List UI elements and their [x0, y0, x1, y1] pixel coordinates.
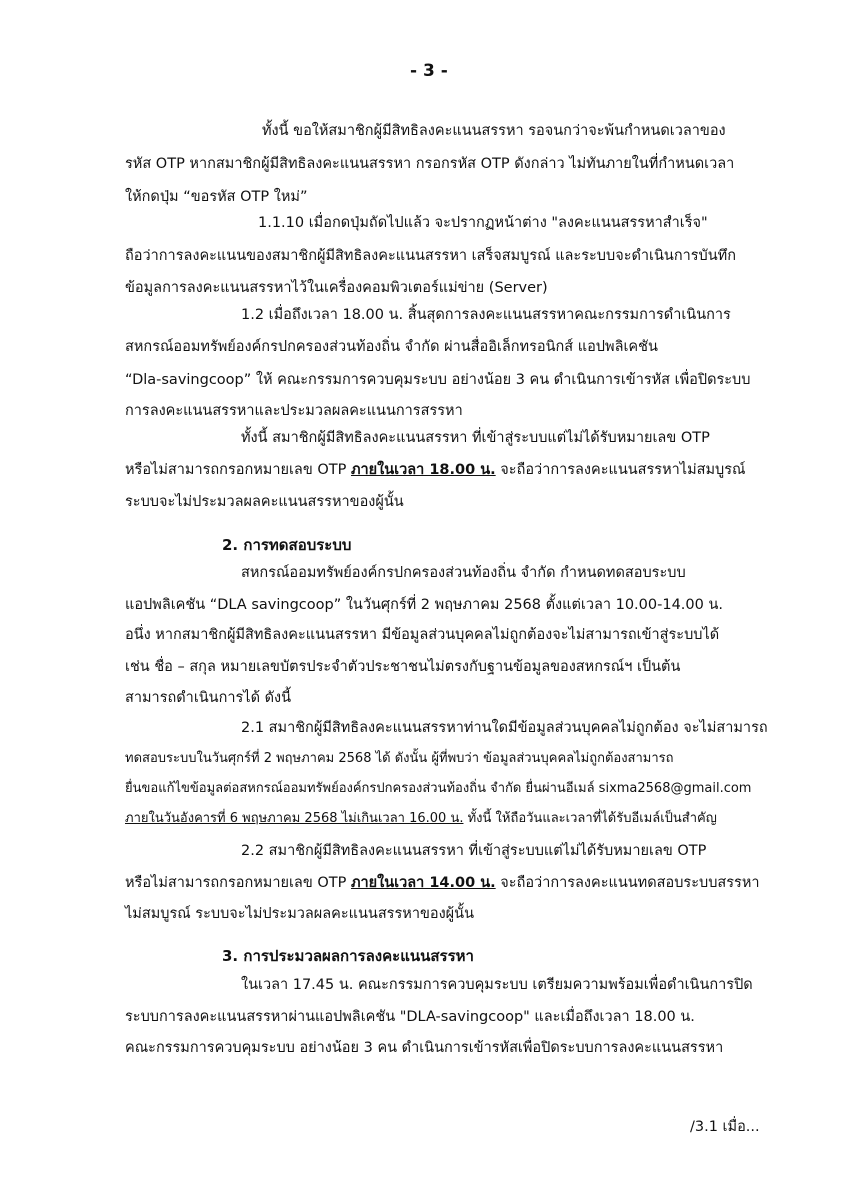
paragraph-line: ยื่นขอแก้ไขข้อมูลต่อสหกรณ์ออมทรัพย์องค์กรปกครองส่วนท้องถิ่น จำกัด ยื่นผ่านอีเมล์ sixma2568@gmail.com [125, 781, 752, 796]
emphasized-deadline: ภายในเวลา 18.00 น. [350, 462, 496, 478]
paragraph-line: ข้อมูลการลงคะแนนสรรหาไว้ในเครื่องคอมพิวเตอร์แม่ข่าย (Server) [125, 280, 548, 296]
paragraph-line: 2.2 สมาชิกผู้มีสิทธิลงคะแนนสรรหา ที่เข้าสู่ระบบแต่ไม่ได้รับหมายเลข OTP [241, 843, 707, 859]
paragraph-line: การลงคะแนนสรรหาและประมวลผลคะแนนการสรรหา [125, 403, 463, 419]
paragraph-line: “Dla-savingcoop” ให้ คณะกรรมการควบคุมระบบ อย่างน้อย 3 คน ดำเนินการเข้ารหัส เพื่อปิดระบบ [125, 372, 751, 388]
paragraph-line: 1.2 เมื่อถึงเวลา 18.00 น. สิ้นสุดการลงคะแนนสรรหาคณะกรรมการดำเนินการ [241, 307, 731, 323]
paragraph-line: สหกรณ์ออมทรัพย์องค์กรปกครองส่วนท้องถิ่น จำกัด ผ่านสื่ออิเล็กทรอนิกส์ แอปพลิเคชัน [125, 339, 658, 355]
paragraph-line: ทั้งนี้ สมาชิกผู้มีสิทธิลงคะแนนสรรหา ที่เข้าสู่ระบบแต่ไม่ได้รับหมายเลข OTP [241, 430, 710, 446]
paragraph-line [125, 872, 760, 894]
paragraph-line [125, 459, 746, 481]
paragraph-line: รหัส OTP หากสมาชิกผู้มีสิทธิลงคะแนนสรรหา กรอกรหัส OTP ดังกล่าว ไม่ทันภายในที่กำหนดเวลา [125, 156, 735, 172]
continuation-marker: /3.1 เมื่อ... [690, 1119, 760, 1135]
paragraph-line: แอปพลิเคชัน “DLA savingcoop” ในวันศุกร์ที่ 2 พฤษภาคม 2568 ตั้งแต่เวลา 10.00-14.00 น. [125, 597, 723, 613]
paragraph-line: คณะกรรมการควบคุมระบบ อย่างน้อย 3 คน ดำเนินการเข้ารหัสเพื่อปิดระบบการลงคะแนนสรรหา [125, 1040, 724, 1056]
paragraph-line: ระบบจะไม่ประมวลผลคะแนนสรรหาของผู้นั้น [125, 494, 404, 510]
section-heading: 3. การประมวลผลการลงคะแนนสรรหา [222, 947, 474, 965]
paragraph-line: อนึ่ง หากสมาชิกผู้มีสิทธิลงคะแนนสรรหา มีข้อมูลส่วนบุคคลไม่ถูกต้องจะไม่สามารถเข้าสู่ระบบได้ [125, 627, 720, 643]
text-segment: หรือไม่สามารถกรอกหมายเลข OTP [125, 875, 351, 891]
text-segment: จะถือว่าการลงคะแนนทดสอบระบบสรรหา [495, 875, 760, 891]
page-number: - 3 - [410, 61, 448, 81]
paragraph-line: เช่น ชื่อ – สกุล หมายเลขบัตรประจำตัวประชาชนไม่ตรงกับฐานข้อมูลของสหกรณ์ฯ เป็นต้น [125, 659, 681, 675]
section-heading: 2. การทดสอบระบบ [222, 536, 352, 554]
paragraph-line: ไม่สมบูรณ์ ระบบจะไม่ประมวลผลคะแนนสรรหาของผู้นั้น [125, 906, 474, 922]
paragraph-line: 2.1 สมาชิกผู้มีสิทธิลงคะแนนสรรหาท่านใดมีข้อมูลส่วนบุคคลไม่ถูกต้อง จะไม่สามารถ [241, 720, 768, 736]
paragraph-line: ทดสอบระบบในวันศุกร์ที่ 2 พฤษภาคม 2568 ได้ ดังนั้น ผู้ที่พบว่า ข้อมูลส่วนบุคคลไม่ถูกต้องสามารถ [125, 751, 674, 766]
text-segment: หรือไม่สามารถกรอกหมายเลข OTP [125, 462, 351, 478]
paragraph-line: ทั้งนี้ ขอให้สมาชิกผู้มีสิทธิลงคะแนนสรรหา รอจนกว่าจะพ้นกำหนดเวลาของ [262, 123, 726, 139]
paragraph-line: ถือว่าการลงคะแนนของสมาชิกผู้มีสิทธิลงคะแนนสรรหา เสร็จสมบูรณ์ และระบบจะดำเนินการบันทึก [125, 248, 736, 264]
text-segment: ทั้งนี้ ให้ถือวันและเวลาที่ได้รับอีเมล์เป็นสำคัญ [463, 811, 717, 826]
paragraph-line: สามารถดำเนินการได้ ดังนี้ [125, 690, 292, 706]
paragraph-line: สหกรณ์ออมทรัพย์องค์กรปกครองส่วนท้องถิ่น จำกัด กำหนดทดสอบระบบ [241, 565, 686, 581]
paragraph-line [125, 808, 717, 830]
paragraph-line: ให้กดปุ่ม “ขอรหัส OTP ใหม่” [125, 189, 308, 205]
emphasized-deadline: ภายในวันอังคารที่ 6 พฤษภาคม 2568 ไม่เกินเวลา 16.00 น. [125, 811, 464, 826]
emphasized-deadline: ภายในเวลา 14.00 น. [350, 875, 496, 891]
paragraph-line: ระบบการลงคะแนนสรรหาผ่านแอปพลิเคชัน "DLA-savingcoop" และเมื่อถึงเวลา 18.00 น. [125, 1009, 695, 1025]
text-segment: จะถือว่าการลงคะแนนสรรหาไม่สมบูรณ์ [495, 462, 746, 478]
paragraph-line: 1.1.10 เมื่อกดปุ่มถัดไปแล้ว จะปรากฏหน้าต่าง "ลงคะแนนสรรหาสำเร็จ" [258, 215, 708, 231]
paragraph-line: ในเวลา 17.45 น. คณะกรรมการควบคุมระบบ เตรียมความพร้อมเพื่อดำเนินการปิด [241, 977, 753, 993]
